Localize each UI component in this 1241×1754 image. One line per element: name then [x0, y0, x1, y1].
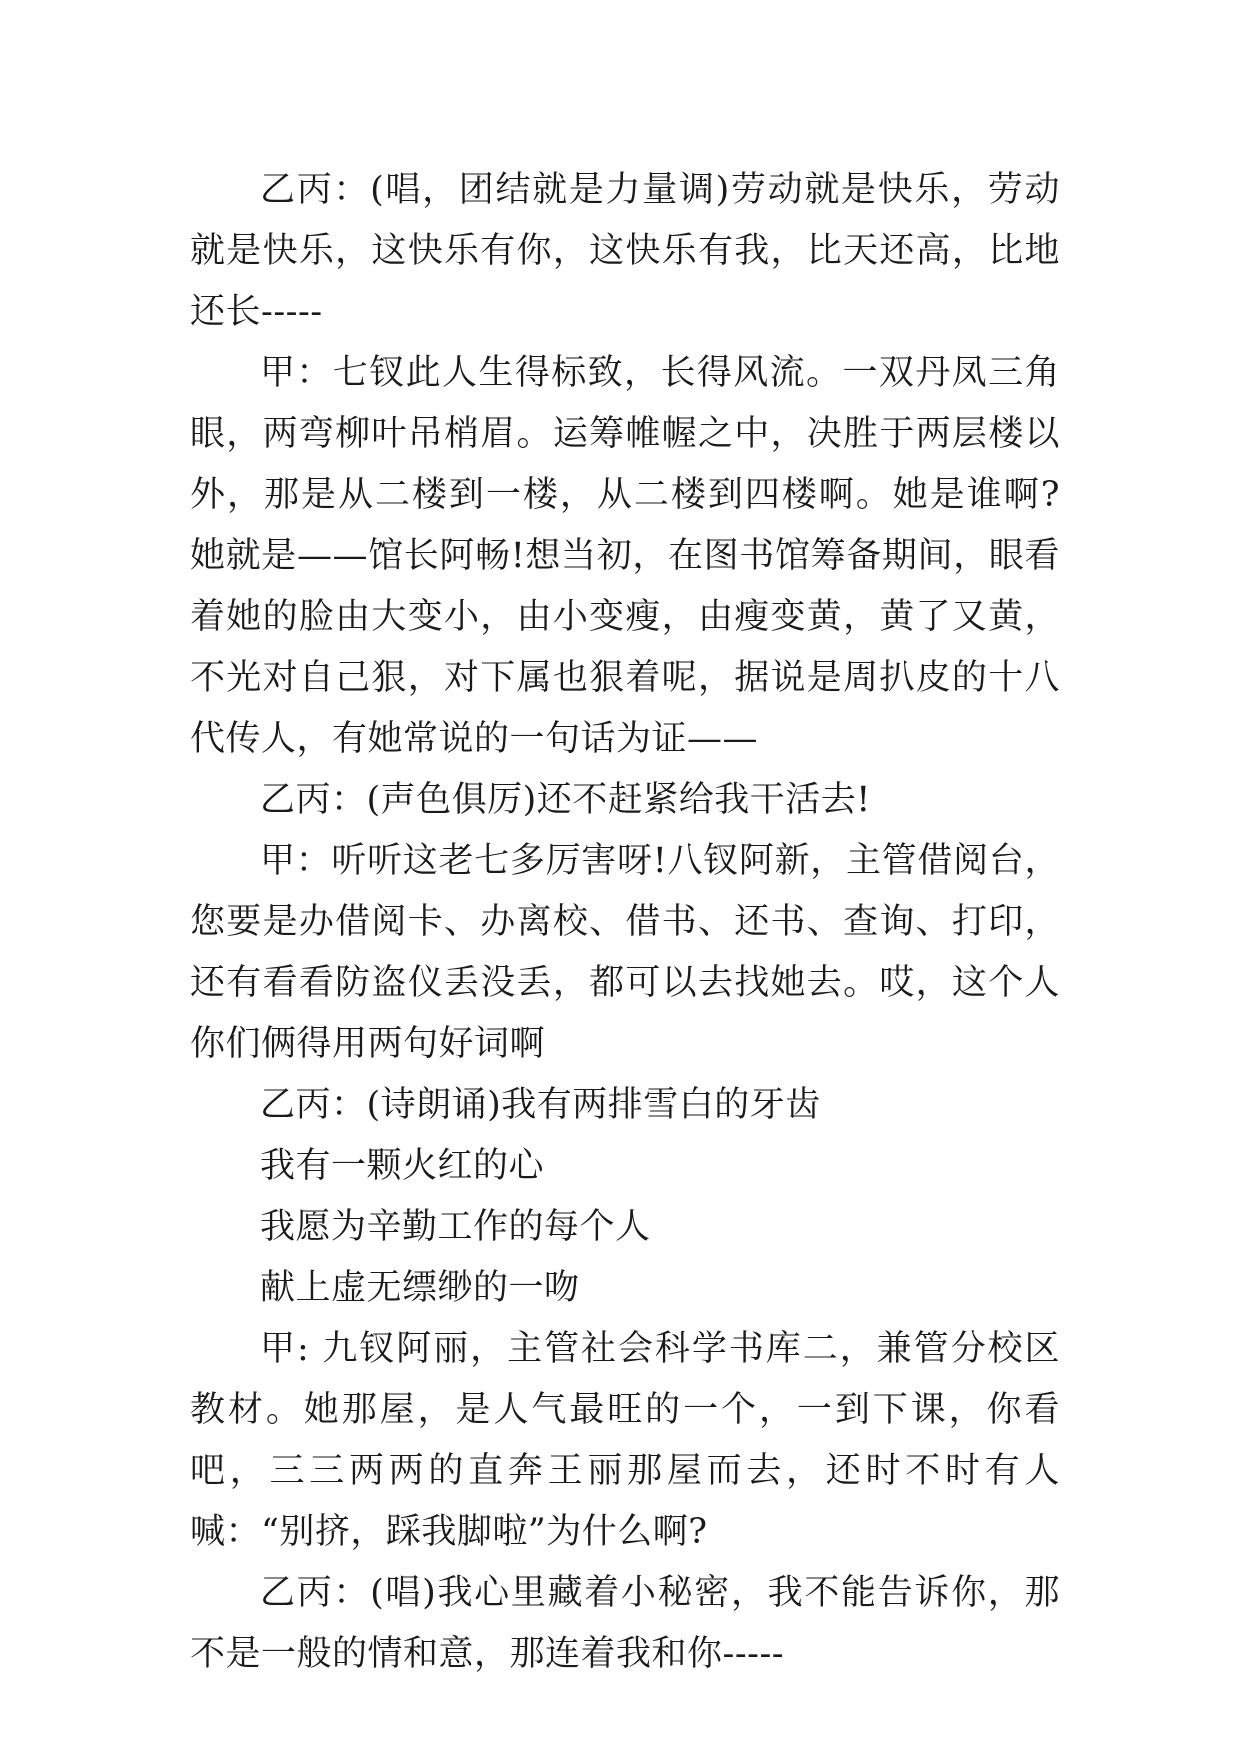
poem-line: 我有一颗火红的心	[260, 1146, 545, 1186]
paragraph: 甲：七钗此人生得标致，长得风流。一双丹凤三角眼，两弯柳叶吊梢眉。运筹帷幄之中，决胜于两层楼以外，那是从二楼到一楼，从二楼到四楼啊。她是谁啊?她就是——馆长阿畅!想当初，在图书馆筹备期间，眼看着她的脸由大变小，由小变瘦，由瘦变黄，黄了又黄，不光对自己狠，对下属也狠着呢，据说是周扒皮的十八代传人，有她常说的一句话为证——	[190, 353, 1060, 759]
poem-line: 献上虚无缥缈的一吻	[260, 1268, 580, 1308]
paragraph: 乙丙：(诗朗诵)我有两排雪白的牙齿	[260, 1085, 821, 1125]
paragraph: 乙丙：(唱，团结就是力量调)劳动就是快乐，劳动就是快乐，这快乐有你，这快乐有我，比天还高，比地还长-----	[190, 170, 1060, 332]
paragraph: 甲：听听这老七多厉害呀!八钗阿新，主管借阅台，您要是办借阅卡、办离校、借书、还书、查询、打印，还有看看防盗仪丢没丢，都可以去找她去。哎，这个人你们俩得用两句好词啊	[190, 841, 1060, 1064]
paragraph: 乙丙：(声色俱厉)还不赶紧给我干活去!	[260, 780, 871, 820]
document-body	[190, 160, 1060, 1685]
paragraph: 乙丙：(唱)我心里藏着小秘密，我不能告诉你，那不是一般的情和意，那连着我和你-----	[190, 1573, 1060, 1674]
paragraph: 甲: 九钗阿丽，主管社会科学书库二，兼管分校区教材。她那屋，是人气最旺的一个，一到下课，你看吧，三三两两的直奔王丽那屋而去，还时不时有人喊：“别挤，踩我脚啦”为什么啊?	[190, 1329, 1060, 1552]
poem-line: 我愿为辛勤工作的每个人	[260, 1207, 651, 1247]
